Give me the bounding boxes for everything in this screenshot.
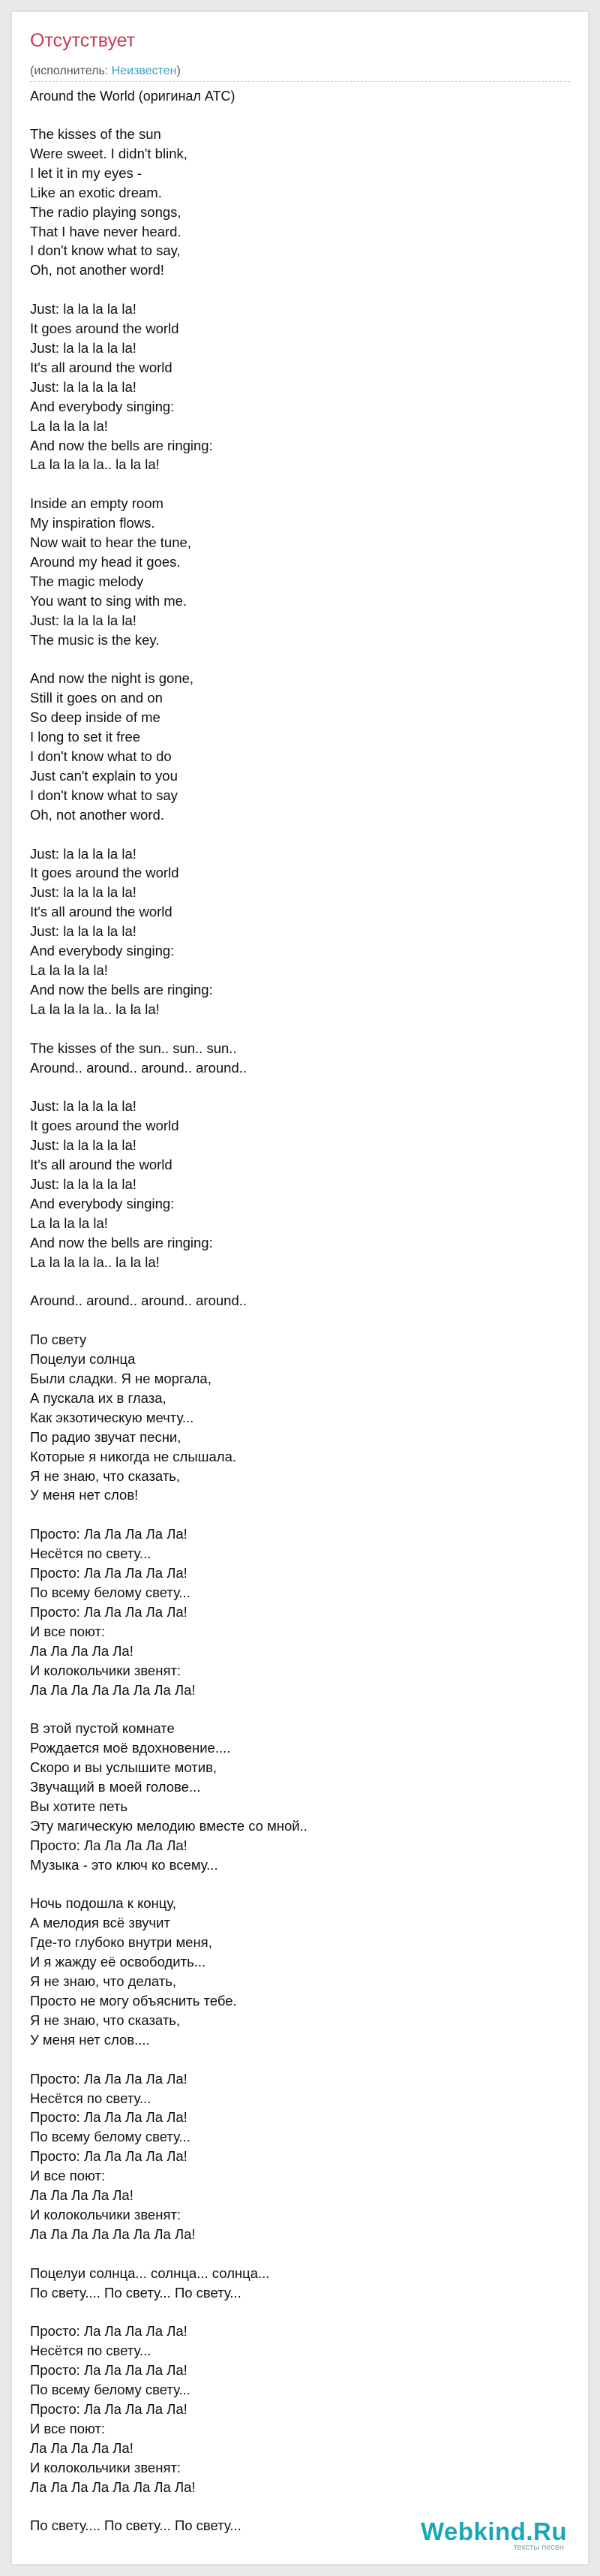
artist-link[interactable]: Неизвестен (111, 65, 177, 77)
song-title: Отсутствует (30, 30, 136, 51)
site-logo[interactable] (421, 2517, 567, 2552)
lyrics-card (12, 12, 588, 2564)
lyrics-text: The kisses of the sun Were sweet. I didn't blink, I let it in my eyes - Like an exotic dream. The radio playing songs, That I have never heard. I don't know what to say, Oh, not another word! Just: la la la la la! It goes around the world Just: la la la la la! It's all around the world Just: la la la la la! And everybody singing: La la la la la! And now the bells are ringing: La la la la la.. la la la! Inside an empty room My inspiration flows. Now wait to hear the tune, Around my head it goes. The magic melody You want to sing with me. Just: la la la la la! The music is the key. And now the night is gone, Still it goes on and on So deep inside of me I long to set it free I don't know what to do Just can't explain to you I don't know what to say Oh, not another word. Just: la la la la la! It goes around the world Just: la la la la la! It's all around the world Just: la la la la la! And everybody singing: La la la la la! And now the bells are ringing: La la la la la.. la la la! The kisses of the sun.. sun.. sun.. Around.. around.. around.. around.. Just: la la la la la! It goes around the world Just: la la la la la! It's all around the world Just: la la la la la! And everybody singing: La la la la la! And now the bells are ringing: La la la la la.. la la la! Around.. around.. around.. around.. По свету Поцелуи солнца Были сладки. Я не моргала, А пускала их в глаза, Как экзотическую мечту... По радио звучат песни, Которые я никогда не слышала. Я не знаю, что сказать, У меня нет слов! Просто: Ла Ла Ла Ла Ла! Несётся по свету... Просто: Ла Ла Ла Ла Ла! По всему белому свету... Просто: Ла Ла Ла Ла Ла! И все поют: Ла Ла Ла Ла Ла! И колокольчики звенят: Ла Ла Ла Ла Ла Ла Ла Ла! В этой пустой комнате Рождается моё вдохновение.... Скоро и вы услышите мотив, Звучащий в моей голове... Вы хотите петь Эту магическую мелодию вместе со мной.. Просто: Ла Ла Ла Ла Ла! Музыка - это ключ ко всему... Ночь подошла к концу, А мелодия всё звучит Где-то глубоко внутри меня, И я жажду её освободить... Я не знаю, что делать, Просто не могу объяснить тебе. Я не знаю, что сказать, У меня нет слов.... Просто: Ла Ла Ла Ла Ла! Несётся по свету... Просто: Ла Ла Ла Ла Ла! По всему белому свету... Просто: Ла Ла Ла Ла Ла! И все поют: Ла Ла Ла Ла Ла! И колокольчики звенят: Ла Ла Ла Ла Ла Ла Ла Ла! Поцелуи солнца... солнца... солнца... По свету.... По свету... По свету... Просто: Ла Ла Ла Ла Ла! Несётся по свету... Просто: Ла Ла Ла Ла Ла! По всему белому свету... Просто: Ла Ла Ла Ла Ла! И все поют: Ла Ла Ла Ла Ла! И колокольчики звенят: Ла Ла Ла Ла Ла Ла Ла Ла! По свету.... По свету... По свету... (30, 126, 308, 2534)
artist-suffix: ) (176, 65, 181, 77)
artist-line (30, 65, 181, 78)
artist-prefix: (исполнитель: (30, 65, 112, 77)
dashed-divider (30, 81, 570, 82)
logo-brand: Webkind.Ru (420, 2517, 567, 2545)
logo-tagline: тексты песен (513, 2543, 564, 2552)
song-subtitle: Around the World (оригинал ATC) (30, 89, 236, 104)
